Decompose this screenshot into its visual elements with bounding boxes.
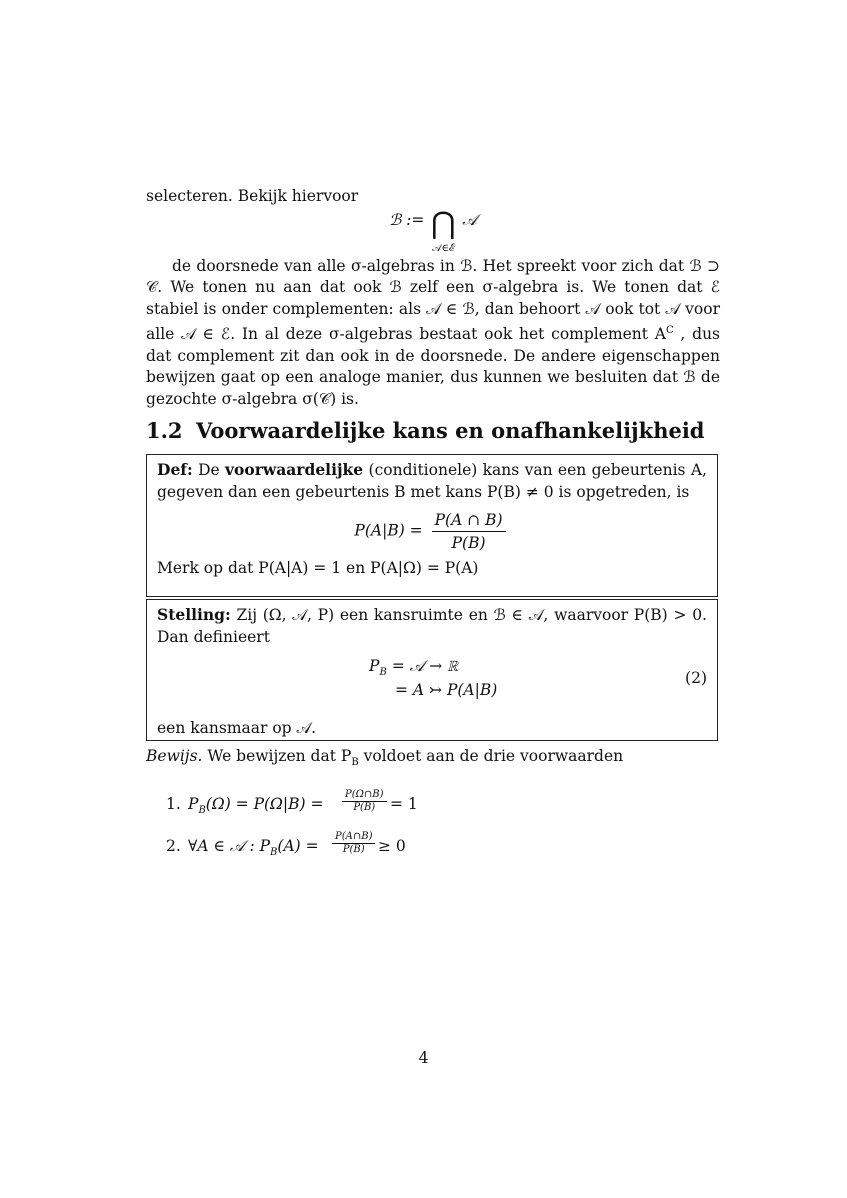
formula-lhs: ∀A ∈ 𝒜 : P: [188, 836, 271, 855]
section-number: 1.2: [146, 418, 183, 443]
eq-rhs: 𝒜: [462, 210, 477, 229]
list-item-fraction: [342, 789, 387, 814]
definition-box: [146, 454, 718, 597]
proof-intro: [146, 746, 720, 774]
list-item-fraction: [332, 831, 375, 856]
definition-text-b: (conditionele) kans van een gebeurtenis A, gegeven dan een gebeurtenis B met kans P(B) ≠ 0 is opgetreden, is: [157, 461, 707, 501]
big-cap-operator: [429, 205, 457, 254]
theorem-equation: [157, 654, 707, 718]
equation-number: (2): [685, 669, 707, 687]
intro-paragraph-text: de doorsnede van alle σ-algebras in ℬ. Het spreekt voor zich dat ℬ ⊃ 𝒞. We tonen nu aan dat ook ℬ zelf een σ-algebra is. We tonen dat ℰ stabiel is onder complementen: als 𝒜 ∈ ℬ, dan behoort 𝒜 ook tot 𝒜 voor alle 𝒜 ∈ ℰ. In al deze σ-algebras bestaat ook het complement A: [146, 256, 720, 344]
pb-subscript: B: [379, 667, 387, 679]
theorem-eq-line1-rest: = 𝒜 → ℝ: [386, 657, 459, 675]
formula-numerator: P(A ∩ B): [432, 509, 506, 532]
formula-lhs-rest: (Ω) = P(Ω|B) =: [205, 794, 324, 813]
theorem-text: [157, 604, 707, 648]
list-item-number: 2.: [166, 836, 181, 855]
list-item-number: 1.: [166, 794, 181, 813]
formula-rhs: ≥ 0: [378, 836, 406, 855]
intersection-equation: [146, 205, 720, 256]
formula-lhs-rest: (A) =: [277, 836, 319, 855]
formula-lhs: P: [188, 794, 199, 813]
definition-text: [157, 459, 707, 503]
list-item: [146, 786, 720, 822]
proof-block: [146, 746, 720, 864]
proof-text: We bewijzen dat P: [202, 747, 352, 765]
proof-text-rest: voldoet aan de drie voorwaarden: [358, 747, 624, 765]
list-item: [146, 828, 720, 864]
fraction-numerator: P(Ω∩B): [342, 789, 387, 802]
cap-symbol: ⋂: [431, 205, 456, 241]
list-item-formula: [188, 794, 324, 822]
fraction-numerator: P(A∩B): [332, 831, 375, 844]
intro-line: selecteren. Bekijk hiervoor: [146, 187, 359, 205]
complement-superscript: C: [666, 325, 674, 336]
formula-denominator: P(B): [451, 534, 486, 552]
cap-subscript: 𝒜∈ℰ: [432, 242, 455, 254]
conditional-probability-formula: [157, 509, 707, 554]
formula-rhs: = 1: [390, 794, 418, 813]
section-heading: [146, 420, 704, 442]
theorem-conclusion: een kansmaar op 𝒜.: [157, 719, 317, 737]
formula-fraction: [432, 509, 506, 554]
formula-lhs: P(A|B) =: [354, 521, 423, 540]
intro-paragraph: [146, 256, 720, 411]
fraction-denominator: P(B): [342, 843, 365, 855]
theorem-box: [146, 599, 718, 741]
theorem-eq-line2: = A ↣ P(A|B): [395, 681, 498, 699]
eq-lhs: ℬ :=: [389, 210, 425, 229]
definition-label: Def:: [157, 460, 193, 479]
theorem-text-body: Zij (Ω, 𝒜, P) een kansruimte en ℬ ∈ 𝒜, waarvoor P(B) > 0. Dan definieert: [157, 606, 707, 646]
theorem-label: Stelling:: [157, 605, 231, 624]
definition-remark: Merk op dat P(A|A) = 1 en P(A|Ω) = P(A): [157, 559, 479, 577]
proof-subscript: B: [351, 757, 359, 769]
intro-block: [146, 186, 720, 410]
definition-bold-word: voorwaardelijke: [225, 460, 364, 479]
list-item-formula: [188, 836, 319, 864]
intro-paragraph-tail: , dus dat complement zit dan ook in de doorsnede. De andere eigenschappen bewijzen gaat op een analoge manier, dus kunnen we besluiten dat ℬ de gezochte σ-algebra σ(𝒞) is.: [146, 325, 721, 408]
formula-subscript: B: [198, 804, 206, 816]
page-number: 4: [418, 1049, 429, 1067]
fraction-denominator: P(B): [353, 801, 376, 813]
section-title: Voorwaardelijke kans en onafhankelijkheid: [196, 418, 705, 443]
pb-symbol: P: [369, 657, 380, 675]
proof-label: Bewijs.: [146, 747, 203, 765]
formula-subscript: B: [270, 846, 278, 858]
definition-text-a: De: [192, 461, 226, 479]
